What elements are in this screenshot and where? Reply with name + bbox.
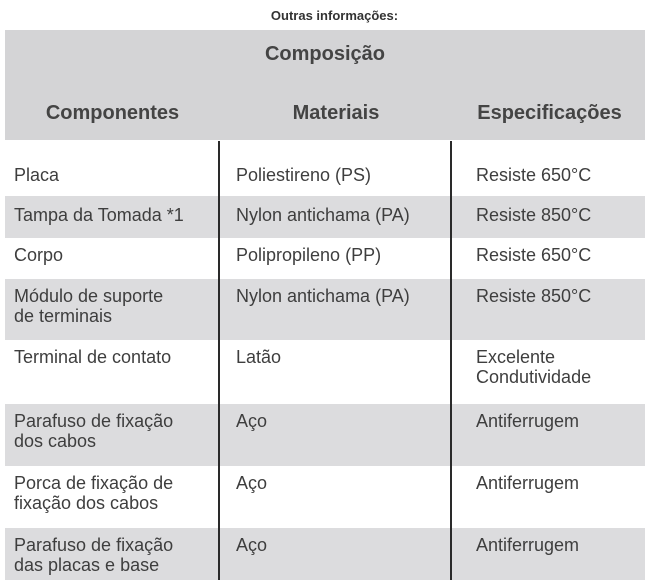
cell-material-line: Nylon antichama (PA) bbox=[236, 286, 410, 306]
table-row bbox=[5, 528, 645, 580]
cell-material bbox=[236, 411, 267, 431]
section-title: Outras informações: bbox=[270, 8, 399, 23]
cell-spec bbox=[476, 347, 591, 387]
cell-spec-line: Antiferrugem bbox=[476, 411, 580, 431]
cell-material-line: Aço bbox=[236, 473, 268, 493]
cell-spec-line: Resiste 850°C bbox=[476, 286, 592, 306]
cell-component-line: Terminal de contato bbox=[14, 347, 172, 367]
cell-spec bbox=[476, 473, 579, 493]
cell-spec-line: Resiste 650°C bbox=[476, 165, 592, 185]
cell-spec bbox=[476, 245, 591, 265]
column-divider bbox=[450, 141, 452, 580]
column-divider bbox=[218, 141, 220, 580]
composition-table bbox=[5, 30, 645, 580]
cell-component-line: das placas e base bbox=[14, 555, 160, 575]
cell-component-line: Tampa da Tomada *1 bbox=[14, 205, 184, 225]
cell-component bbox=[14, 205, 184, 225]
cell-material bbox=[236, 205, 410, 225]
cell-component bbox=[14, 286, 163, 326]
table-row bbox=[5, 238, 645, 279]
cell-component-line: fixação dos cabos bbox=[14, 493, 159, 513]
cell-material bbox=[236, 165, 371, 185]
cell-material bbox=[236, 286, 410, 306]
cell-material-line: Polipropileno (PP) bbox=[236, 245, 382, 265]
cell-spec bbox=[476, 535, 579, 555]
table-row bbox=[5, 153, 645, 196]
cell-material-line: Poliestireno (PS) bbox=[236, 165, 372, 185]
cell-material bbox=[236, 347, 281, 367]
cell-spec-line: Condutividade bbox=[476, 367, 592, 387]
cell-component bbox=[14, 535, 173, 575]
cell-component-line: Placa bbox=[14, 165, 60, 185]
cell-spec bbox=[476, 286, 591, 306]
table-row bbox=[5, 279, 645, 340]
cell-material-line: Aço bbox=[236, 411, 268, 431]
cell-material bbox=[236, 473, 267, 493]
cell-component-line: Parafuso de fixação bbox=[14, 535, 174, 555]
header-especificacoes: Especificações bbox=[477, 102, 622, 124]
cell-spec-line: Antiferrugem bbox=[476, 535, 580, 555]
cell-spec bbox=[476, 411, 579, 431]
cell-material bbox=[236, 535, 267, 555]
cell-spec-line: Resiste 850°C bbox=[476, 205, 592, 225]
cell-material-line: Nylon antichama (PA) bbox=[236, 205, 410, 225]
cell-component-line: dos cabos bbox=[14, 431, 97, 451]
cell-component bbox=[14, 245, 63, 265]
cell-spec-line: Excelente bbox=[476, 347, 556, 367]
cell-component-line: de terminais bbox=[14, 306, 113, 326]
table-row bbox=[5, 404, 645, 466]
cell-component-line: Porca de fixação de bbox=[14, 473, 174, 493]
cell-material-line: Latão bbox=[236, 347, 282, 367]
table-title: Composição bbox=[264, 43, 386, 65]
table-row bbox=[5, 340, 645, 404]
cell-spec bbox=[476, 165, 591, 185]
cell-component-line: Parafuso de fixação bbox=[14, 411, 174, 431]
header-componentes: Componentes bbox=[45, 102, 180, 124]
cell-component bbox=[14, 473, 173, 513]
cell-material bbox=[236, 245, 381, 265]
cell-component-line: Corpo bbox=[14, 245, 64, 265]
cell-spec-line: Antiferrugem bbox=[476, 473, 580, 493]
cell-component bbox=[14, 411, 173, 451]
cell-spec bbox=[476, 205, 591, 225]
cell-spec-line: Resiste 650°C bbox=[476, 245, 592, 265]
cell-component bbox=[14, 165, 59, 185]
header-materiais: Materiais bbox=[292, 102, 380, 124]
cell-component bbox=[14, 347, 171, 367]
table-header bbox=[5, 30, 645, 140]
table-row bbox=[5, 196, 645, 238]
table-row bbox=[5, 466, 645, 528]
cell-material-line: Aço bbox=[236, 535, 268, 555]
cell-component-line: Módulo de suporte bbox=[14, 286, 164, 306]
